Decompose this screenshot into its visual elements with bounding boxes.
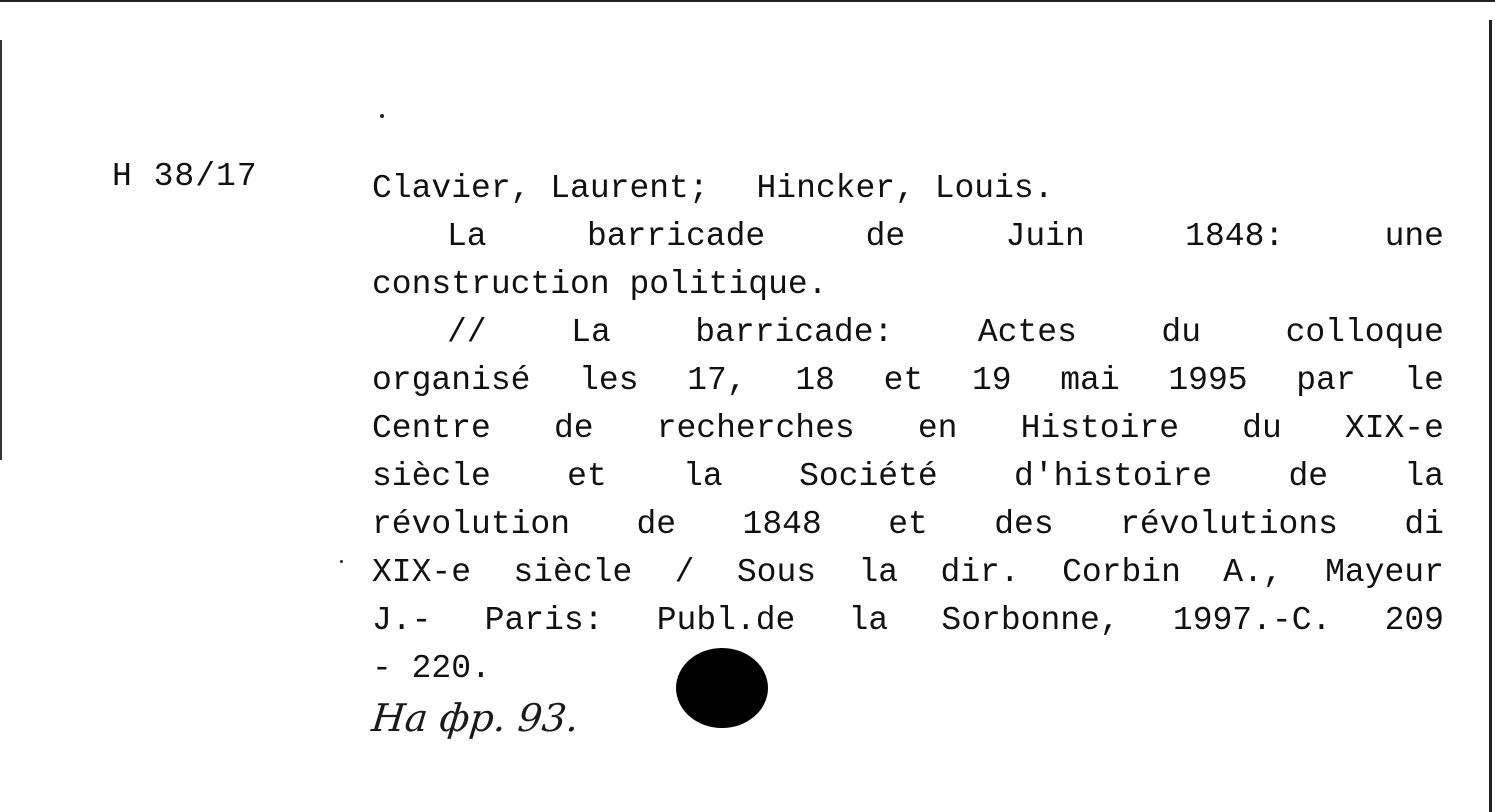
word: de — [636, 506, 677, 543]
word: les — [579, 362, 639, 399]
word: recherches — [656, 410, 855, 447]
authors-line — [372, 165, 1444, 213]
word: organisé — [372, 362, 531, 399]
word: - 220. — [372, 650, 491, 687]
word: 18 — [795, 362, 835, 399]
word: par — [1296, 362, 1356, 399]
source-line — [372, 501, 1444, 549]
word: révolutions — [1120, 506, 1338, 543]
author: Clavier, Laurent; — [372, 170, 709, 207]
word: Corbin — [1062, 554, 1181, 591]
handwritten-note: На фр. 93. — [369, 696, 581, 740]
card-top-edge — [0, 0, 1495, 2]
word: 1848: — [1185, 218, 1285, 255]
card-left-edge — [0, 40, 2, 460]
source-line — [372, 405, 1444, 453]
word: siècle — [513, 554, 633, 591]
word: Histoire — [1020, 410, 1180, 447]
word: di — [1404, 506, 1444, 543]
imprint-line — [372, 597, 1444, 645]
bibliographic-entry — [372, 165, 1444, 693]
title-line — [372, 213, 1444, 261]
word: mai — [1060, 362, 1120, 399]
word: Société — [799, 458, 938, 495]
ink-speck — [340, 560, 343, 563]
word: révolution — [372, 506, 571, 543]
word: Juin — [1005, 218, 1085, 255]
word: XIX-e — [1344, 410, 1444, 447]
word: 1997.-C. — [1172, 602, 1332, 639]
word: Publ.de — [656, 602, 796, 639]
title-line — [372, 261, 1444, 309]
word: d'histoire — [1014, 458, 1213, 495]
word: La — [447, 218, 487, 255]
word: Mayeur — [1325, 554, 1444, 591]
word: 1848 — [742, 506, 822, 543]
word: 1995 — [1168, 362, 1248, 399]
word: de — [865, 218, 906, 255]
word: XIX-e — [372, 554, 472, 591]
word: barricade — [586, 218, 766, 255]
word: La — [571, 314, 611, 351]
call-number: H 38/17 — [112, 158, 258, 195]
punch-hole — [676, 648, 768, 728]
word: la — [858, 554, 899, 591]
word: Actes — [977, 314, 1077, 351]
word: siècle — [372, 458, 491, 495]
word: du — [1161, 314, 1202, 351]
word: une — [1384, 218, 1444, 255]
word: dir. — [940, 554, 1020, 591]
card-right-edge — [1489, 20, 1492, 812]
ink-speck — [380, 114, 384, 118]
word: colloque — [1285, 314, 1444, 351]
word: Sorbonne, — [941, 602, 1120, 639]
source-line — [372, 309, 1444, 357]
word: la — [683, 458, 723, 495]
word: Centre — [372, 410, 491, 447]
word: et — [888, 506, 928, 543]
source-line — [372, 549, 1444, 597]
author: Hincker, Louis. — [756, 170, 1054, 207]
pages-line — [372, 645, 1444, 693]
word: 19 — [971, 362, 1012, 399]
word: de — [553, 410, 594, 447]
word: du — [1242, 410, 1282, 447]
word: / — [674, 554, 695, 591]
word: J.- — [372, 602, 432, 639]
word: 209 — [1384, 602, 1444, 639]
word: le — [1404, 362, 1444, 399]
word: la — [848, 602, 889, 639]
word: des — [994, 506, 1054, 543]
source-line — [372, 453, 1444, 501]
word: 17, — [687, 362, 747, 399]
word: en — [917, 410, 958, 447]
word: et — [567, 458, 607, 495]
word: construction politique. — [372, 266, 828, 303]
word: Paris: — [484, 602, 604, 639]
word: la — [1404, 458, 1444, 495]
word: // — [447, 314, 487, 351]
word: et — [883, 362, 924, 399]
word: de — [1288, 458, 1329, 495]
word: barricade: — [695, 314, 894, 351]
word: Sous — [736, 554, 817, 591]
source-line — [372, 357, 1444, 405]
word: A., — [1223, 554, 1283, 591]
